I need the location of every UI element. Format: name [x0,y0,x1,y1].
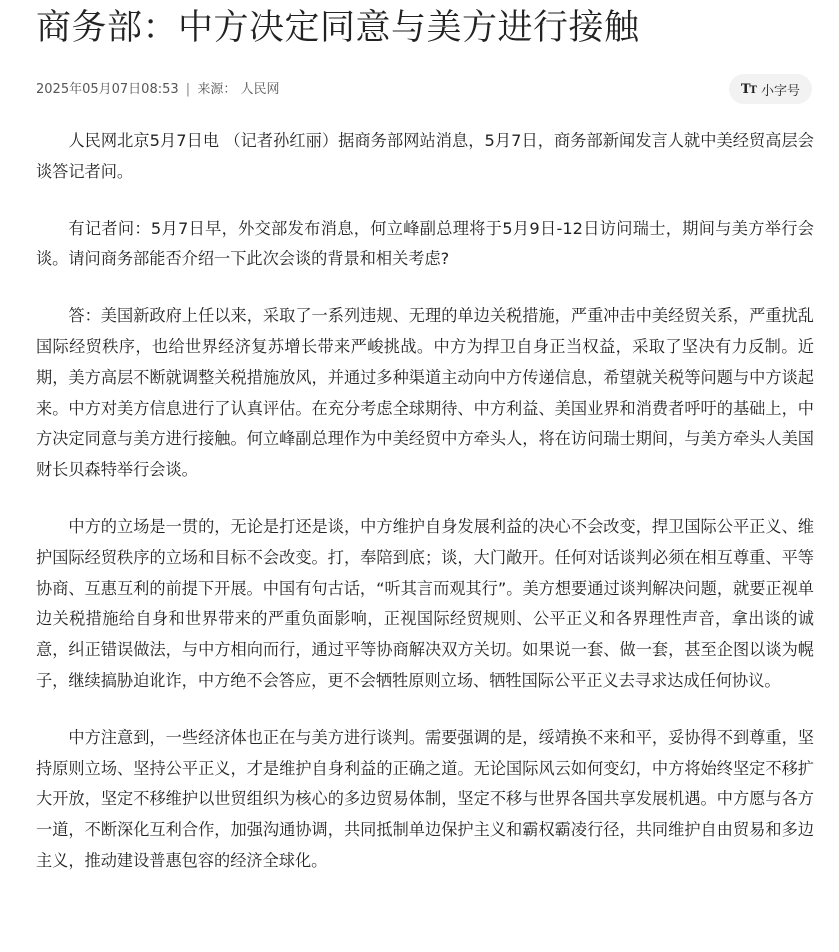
font-size-toggle-button[interactable] [729,74,812,104]
font-size-toggle-label: 小字号 [760,83,800,99]
source-label: 来源： [197,82,237,97]
article [36,0,814,903]
article-body [36,126,814,877]
text-size-icon: TT [740,81,756,97]
article-meta-row [36,74,814,106]
paragraph: 有记者问：5月7日早，外交部发布消息，何立峰副总理将于5月9日-12日访问瑞士，期间与美方举行会谈。请问商务部能否介绍一下此次会谈的背景和相关考虑? [36,218,814,269]
publish-datetime: 2025年05月07日08:53 [36,82,179,97]
meta-separator: | [185,82,191,97]
source-name[interactable]: 人民网 [240,82,280,97]
article-meta [36,81,279,99]
paragraph: 中方注意到，一些经济体也正在与美方进行谈判。需要强调的是，绥靖换不来和平，妥协得不到尊重，坚持原则立场、坚持公平正义，才是维护自身利益的正确之道。无论国际风云如何变幻，中方将始终坚定不移扩大开放，坚定不移维护以世贸组织为核心的多边贸易体制，坚定不移与世界各国共享发展机遇。中方愿与各方一道，不断深化互利合作，加强沟通协调，共同抵制单边保护主义和霸权霸凌行径，共同维护自由贸易和多边主义，推动建设普惠包容的经济全球化。 [36,727,814,870]
paragraph: 中方的立场是一贯的，无论是打还是谈，中方维护自身发展利益的决心不会改变，捍卫国际公平正义、维护国际经贸秩序的立场和目标不会改变。打，奉陪到底；谈，大门敞开。任何对话谈判必须在相互尊重、平等协商、互惠互利的前提下开展。中国有句古话，“听其言而观其行”。美方想要通过谈判解决问题，就要正视单边关税措施给自身和世界带来的严重负面影响，正视国际经贸规则、公平正义和各界理性声音，拿出谈的诚意，纠正错误做法，与中方相向而行，通过平等协商解决双方关切。如果说一套、做一套，甚至企图以谈为幌子，继续搞胁迫讹诈，中方绝不会答应，更不会牺牲原则立场、牺牲国际公平正义去寻求达成任何协议。 [36,516,814,690]
article-title: 商务部：中方决定同意与美方进行接触 [36,8,640,48]
paragraph: 答：美国新政府上任以来，采取了一系列违规、无理的单边关税措施，严重冲击中美经贸关系，严重扰乱国际经贸秩序，也给世界经济复苏增长带来严峻挑战。中方为捍卫自身正当权益，采取了坚决有力反制。近期，美方高层不断就调整关税措施放风，并通过多种渠道主动向中方传递信息，希望就关税等问题与中方谈起来。中方对美方信息进行了认真评估。在充分考虑全球期待、中方利益、美国业界和消费者呼吁的基础上，中方决定同意与美方进行接触。何立峰副总理作为中美经贸中方牵头人，将在访问瑞士期间，与美方牵头人美国财长贝森特举行会谈。 [36,306,814,480]
paragraph: 人民网北京5月7日电 （记者孙红丽）据商务部网站消息，5月7日，商务部新闻发言人就中美经贸高层会谈答记者问。 [36,131,814,181]
